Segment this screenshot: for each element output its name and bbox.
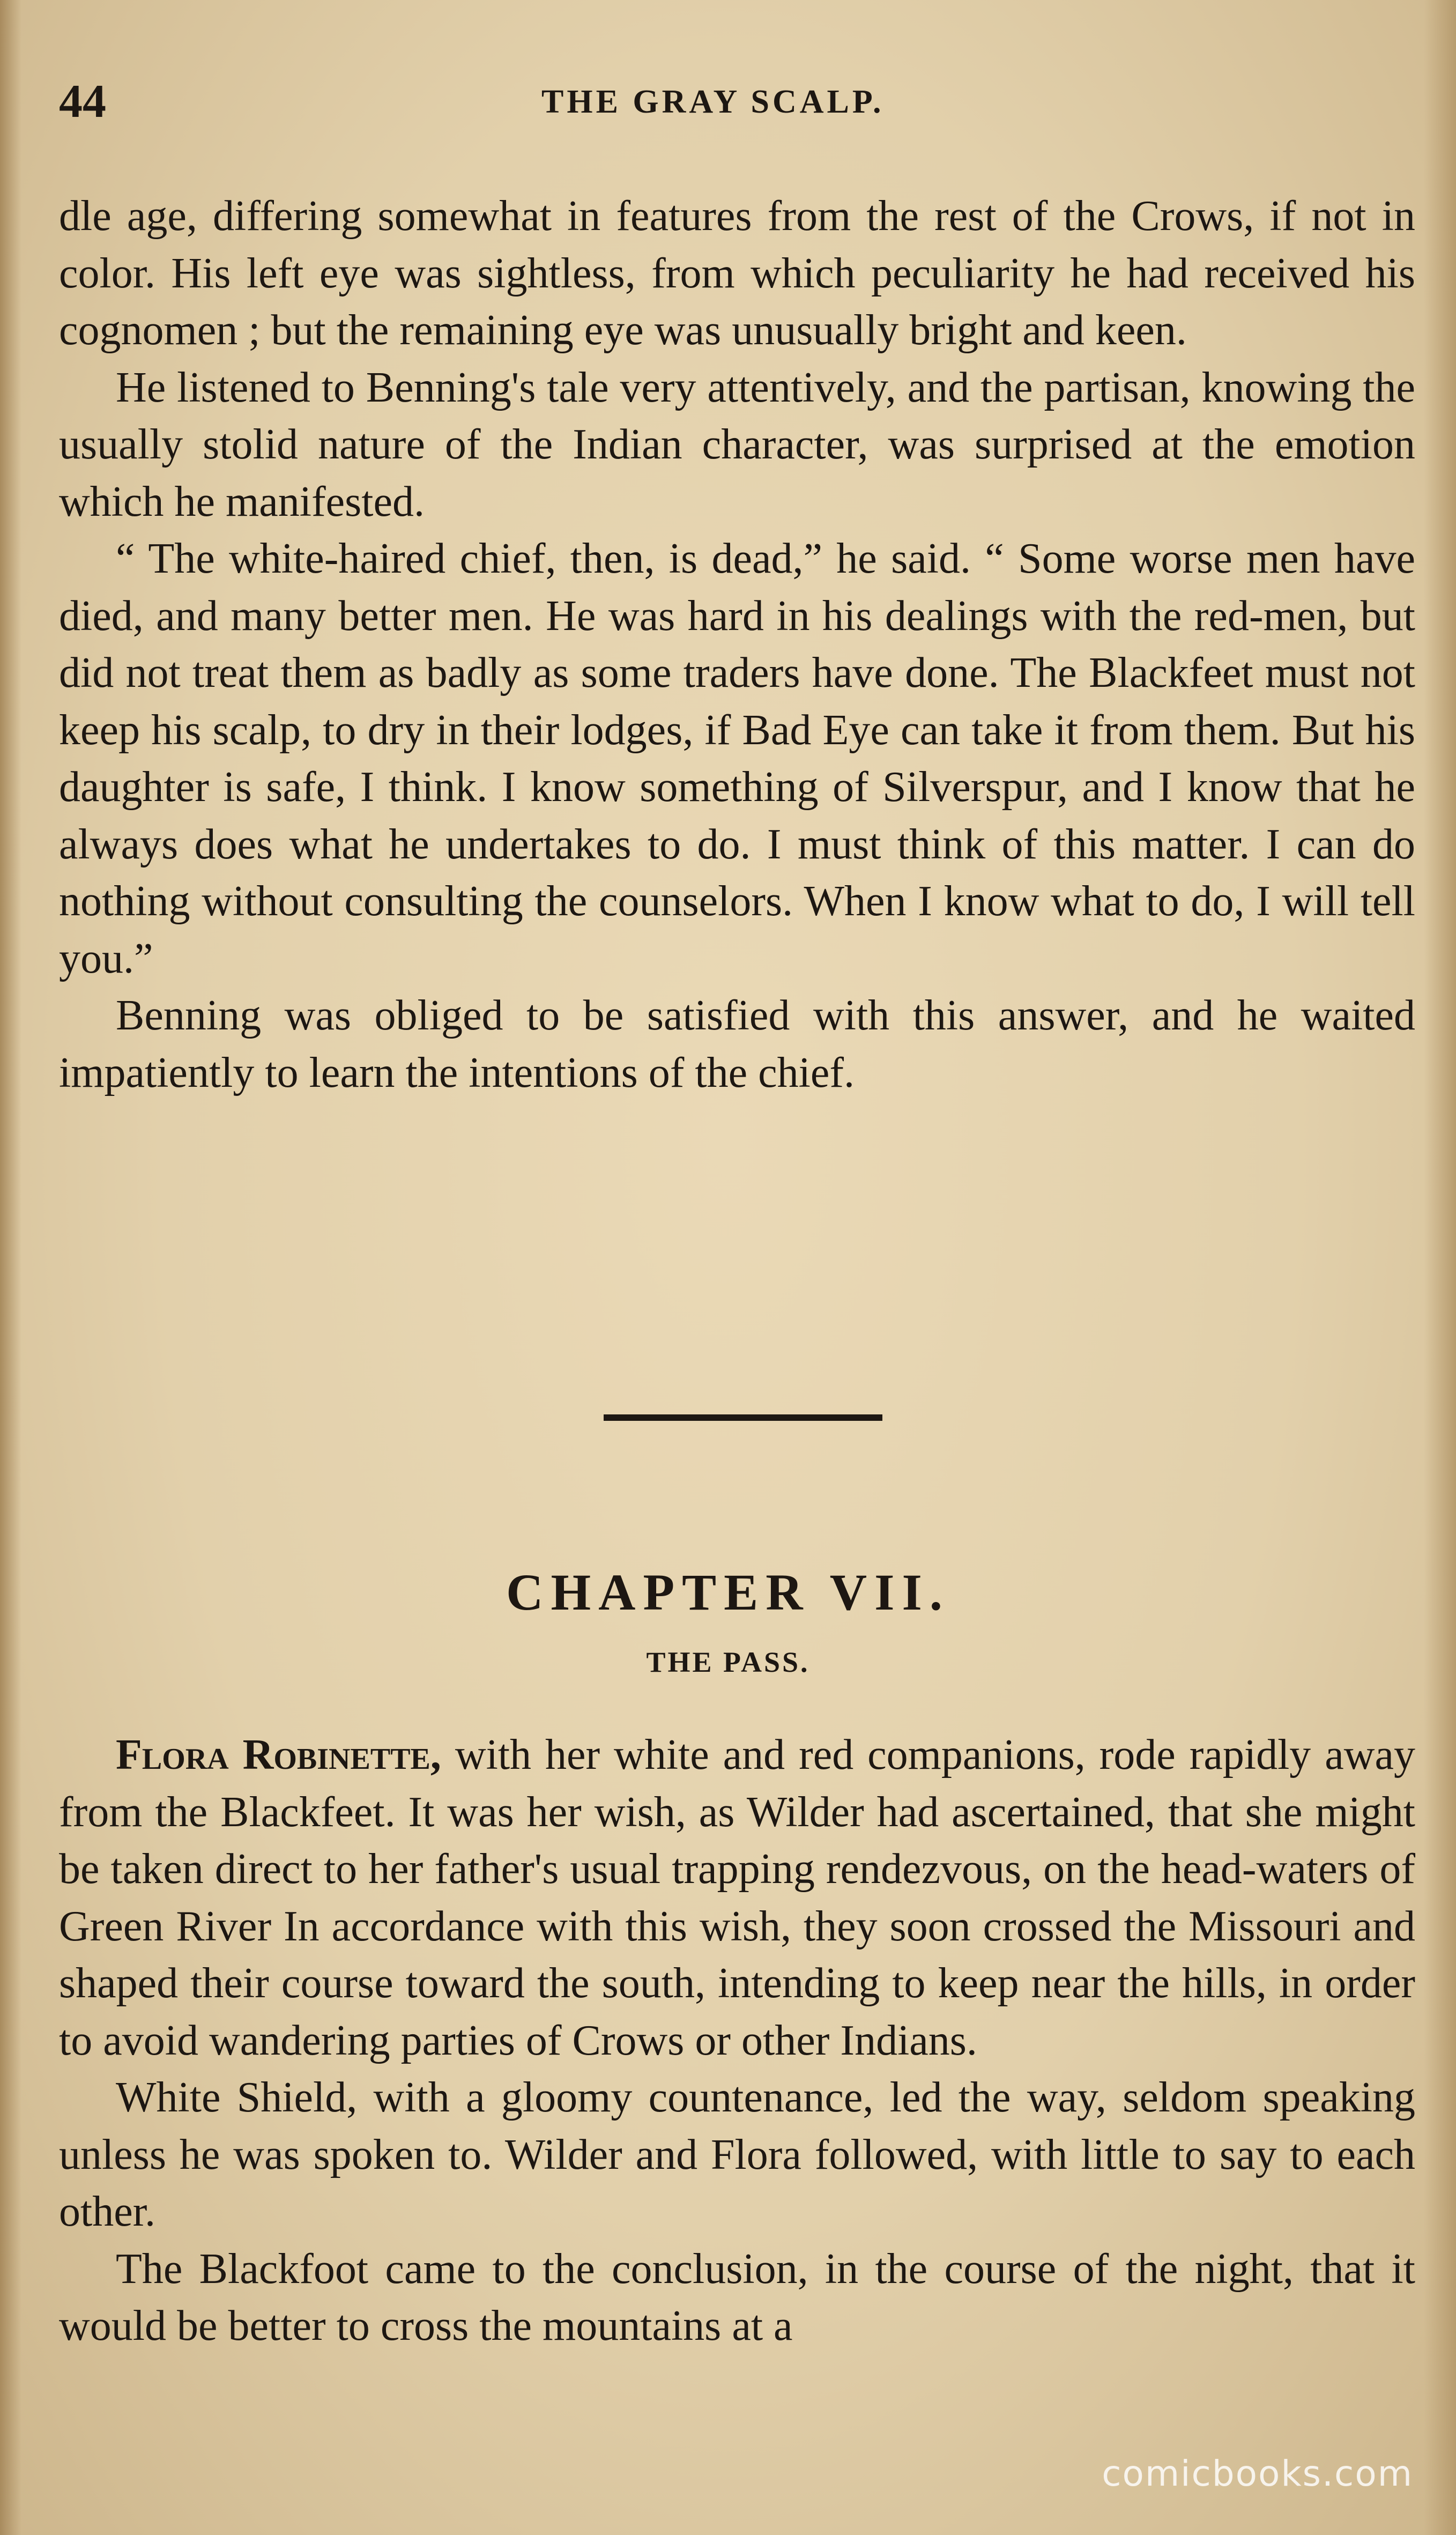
running-head: THE GRAY SCALP.: [541, 84, 885, 120]
section-divider-rule: [604, 1414, 882, 1421]
page-header: [59, 70, 1410, 134]
chapter-subtitle: THE PASS.: [646, 1646, 810, 1678]
paragraph: White Shield, with a gloomy countenance, led the way, seldom speaking unless he was spoken to. Wilder and Flora followed, with little to say to each other.: [59, 2074, 1415, 2235]
watermark: comicbooks.com: [1102, 2453, 1413, 2494]
paragraph: Benning was obliged to be satisfied with this answer, and he waited impatiently to learn the intentions of the chief.: [59, 992, 1415, 1096]
paragraph: dle age, differing somewhat in features from the rest of the Crows, if not in color. His left eye was sightless, from which peculiarity he had received his cognomen ; but the remaining eye was unusually bright and keen.: [59, 192, 1415, 354]
text-block-top: [59, 188, 1415, 1101]
chapter-title: CHAPTER VII.: [506, 1563, 950, 1621]
first-paragraph-text: with her white and red companions, rode rapidly away from the Blackfeet. It was her wish, as Wilder had ascertained, that she might be taken direct to her father's usual trapping rendezvous, on the head-waters of Green River In accordance with this wish, they soon crossed the Missouri and shaped their course toward the south, intending to keep near the hills, in order to avoid wandering parties of Crows or other Indians.: [59, 1731, 1416, 2064]
paragraph-first: [59, 1726, 1415, 2069]
page-number: 44: [59, 76, 106, 128]
page-edge-shadow-right: [1424, 0, 1456, 2535]
paragraph: He listened to Benning's tale very attentively, and the partisan, knowing the usually stolid nature of the Indian character, was surprised at the emotion which he manifested.: [59, 364, 1415, 525]
paragraph: “ The white-haired chief, then, is dead,” he said. “ Some worse men have died, and many better men. He was hard in his dealings with the red-men, but did not treat them as badly as some traders have done. The Blackfeet must not keep his scalp, to dry in their lodges, if Bad Eye can take it from them. But his daughter is safe, I think. I know something of Silverspur, and I know that he always does what he undertakes to do. I must think of this matter. I can do nothing without consulting the counselors. When I know what to do, I will tell you.”: [59, 535, 1415, 982]
page-edge-shadow-left: [0, 0, 21, 2535]
lead-in-smallcaps: Flora Robinette,: [116, 1731, 441, 1778]
text-block-chapter: [59, 1726, 1415, 2355]
paragraph: The Blackfoot came to the conclusion, in the course of the night, that it would be better to cross the mountains at a: [59, 2245, 1415, 2349]
